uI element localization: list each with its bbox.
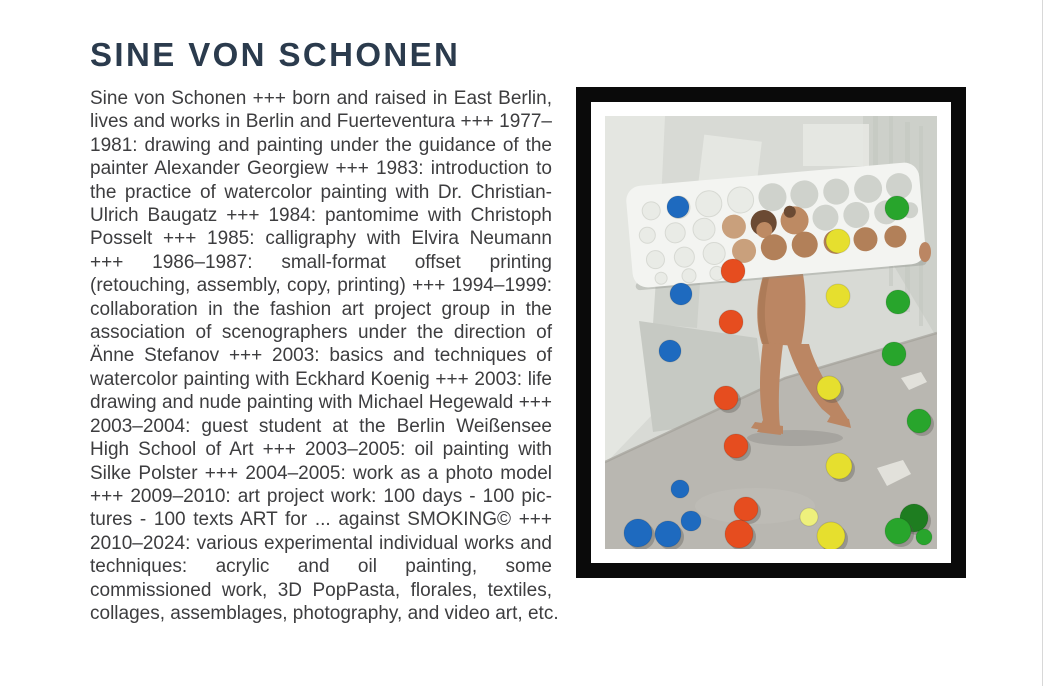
- artwork-frame: [576, 87, 966, 578]
- page-content: [90, 36, 966, 625]
- bio-paragraph: [90, 87, 966, 625]
- page-title: SINE VON SCHONEN: [90, 36, 461, 73]
- window-edge: [1042, 0, 1044, 686]
- hand: [919, 242, 931, 262]
- bio-text: Sine von Schonen +++ born and raised in East Berlin, lives and works in Berlin and Fuerteventura +++ 1977–1981: drawing and painting under the guidance of the painter Alexander Georgiew +++ 1983: introduction to the practice of watercolor painting with Dr. Christian-Ulrich Baugatz +++ 1984: pantomime with Christoph Posselt +++ 1985: calligraphy with Elvira Neumann +++ 1986–1987: small-format offset printing (retouching, assembly, copy, printing) +++ 1994–1999: collaboration in the fashion art project group in the association of scenographers under the direction of Änne Stefanov +++ 2003: basics and techniques of watercolor painting with Eckhard Koenig +++ 2003: life drawing and nude painting with Michael Hegewald +++ 2003–2004: guest student at the Berlin Weißensee High School of Art +++ 2003–2005: oil painting with Silke Polster +++ 2004–2005: work as a photo model +++ 2009–2010: art project work: 100 days - 100 pictures - 100 texts ART for ... against SMOKING© +++ 2010–2024: various experimental individual works and techniques: acrylic and oil painting, some commissioned work, 3D PopPasta, florales, textiles, collages, assemblages, photography, and video art, etc.: [90, 88, 559, 624]
- artwork-photo: [605, 116, 937, 549]
